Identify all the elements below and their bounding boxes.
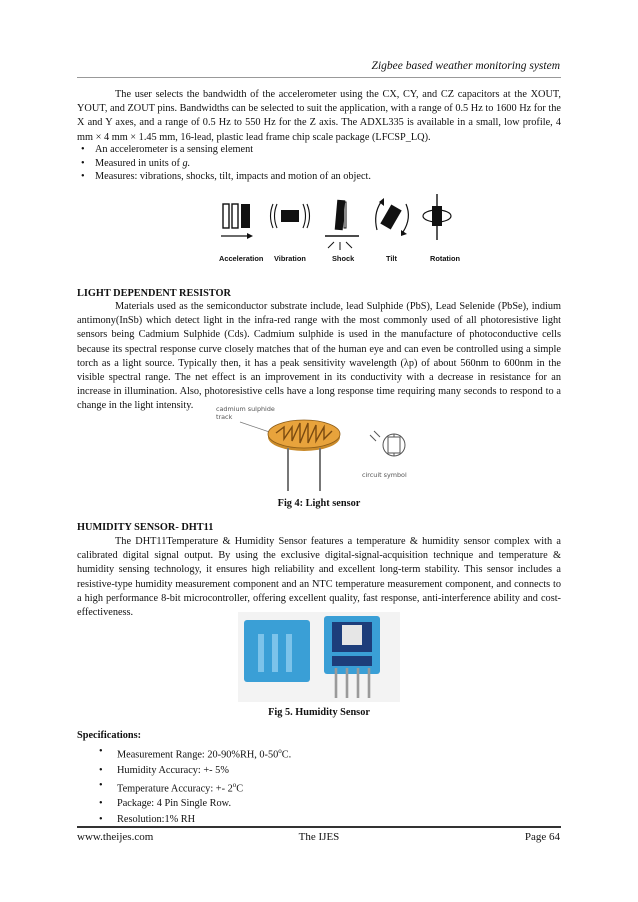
footer-journal-name: The IJES: [298, 831, 340, 843]
figure-label-track: track: [216, 413, 233, 421]
spec-item: • Resolution:1% RH: [77, 812, 291, 827]
specifications-list: [77, 744, 291, 827]
dht11-front-icon: [244, 620, 310, 682]
bullet-item: • Measured in units of g.: [77, 157, 371, 171]
footer-page-number: Page 64: [524, 831, 560, 843]
figure-label-acceleration: Acceleration: [219, 254, 264, 263]
footer-website-link[interactable]: www.theijes.com: [77, 831, 154, 843]
figure-label-circuit-symbol: circuit symbol: [362, 471, 407, 479]
section-heading-ldr: LIGHT DEPENDENT RESISTOR: [77, 288, 231, 299]
figure-label-rotation: Rotation: [430, 254, 460, 263]
spec-item: • Temperature Accuracy: +- 2$^o$C: [77, 778, 291, 797]
humidity-paragraph: The DHT11Temperature & Humidity Sensor features a temperature & humidity sensor complex with a calibrated digital signal output. By using the exclusive digital-signal-acquisition technique and temperature & humidity sensing technology, it ensures high reliability and excellent long-term stability. This sensor includes a resistive-type humidity measurement component and an NTC temperature measurement component, and connects to a high performance 8-bit microcontroller, offering excellent quality, fast response, anti-interference ability and cost-effectiveness.: [77, 536, 561, 619]
acceleration-icon: [221, 204, 253, 239]
figure-caption-4: Fig 4: Light sensor: [277, 498, 361, 509]
intro-paragraph: The user selects the bandwidth of the accelerometer using the CX, CY, and CZ capacitors at the XOUT, YOUT, and ZOUT pins. Bandwidths can be selected to suit the application, with a range of 0.5 Hz to 1600 Hz for the X and Y axes, and a range of 0.5 Hz to 550 Hz for the Z axis. The ADXL335 is available in a small, low profile, 4 mm × 4 mm × 1.45 mm, 16-lead, plastic lead frame chip scale package (LFCSP_LQ).: [77, 89, 561, 143]
accelerometer-bullet-list: [77, 143, 371, 184]
figure-label-vibration: Vibration: [274, 254, 306, 263]
tilt-icon: [376, 198, 409, 236]
running-header: Zigbee based weather monitoring system: [371, 60, 560, 72]
footer-rule: [77, 826, 561, 828]
spec-item: • Package: 4 Pin Single Row.: [77, 796, 291, 811]
shock-icon: [325, 200, 359, 250]
figure-label-cadmium-track: cadmium sulphide: [216, 405, 275, 413]
specifications-heading: Specifications:: [77, 730, 142, 741]
header-rule: [77, 77, 561, 78]
light-sensor-figure: [212, 403, 427, 493]
spec-item: • Measurement Range: 20-90%RH, 0-50$^o$C.: [77, 744, 291, 763]
unit-g: g.: [182, 157, 191, 169]
vibration-icon: [271, 204, 310, 228]
spec-item: • Humidity Accuracy: +- 5%: [77, 763, 291, 778]
figure-label-tilt: Tilt: [386, 254, 397, 263]
humidity-sensor-photo: [238, 612, 400, 702]
bullet-item: • An accelerometer is a sensing element: [77, 143, 371, 157]
section-heading-humidity: HUMIDITY SENSOR- DHT11: [77, 522, 214, 533]
rotation-icon: [423, 194, 451, 240]
ldr-paragraph: Materials used as the semiconductor substrate include, lead Sulphide (PbS), Lead Selenide (PbSe), indium antimony(InSb) which detect light in the infra-red range with the most commonly used of all photoresistive light sensors being Cadmium Sulphide (Cds). Cadmium sulphide is used in the manufacture of photoconductive cells because its spectral response curve closely matches that of the human eye and can even be controlled using a simple torch as a light source. Typically then, it has a peak sensitivity wavelength (λp) of about 560nm to 600nm in the visible spectral range. The net effect is an improvement in its conductivity with a decrease in resistance for an increase in illumination. Also, photoresistive cells have a long response time requiring many seconds to respond to a change in the light intensity.: [77, 301, 561, 412]
bullet-item: • Measures: vibrations, shocks, tilt, impacts and motion of an object.: [77, 170, 371, 184]
ldr-circuit-symbol-icon: [370, 431, 405, 456]
figure-label-shock: Shock: [332, 254, 355, 263]
figure-caption-5: Fig 5. Humidity Sensor: [268, 707, 370, 718]
